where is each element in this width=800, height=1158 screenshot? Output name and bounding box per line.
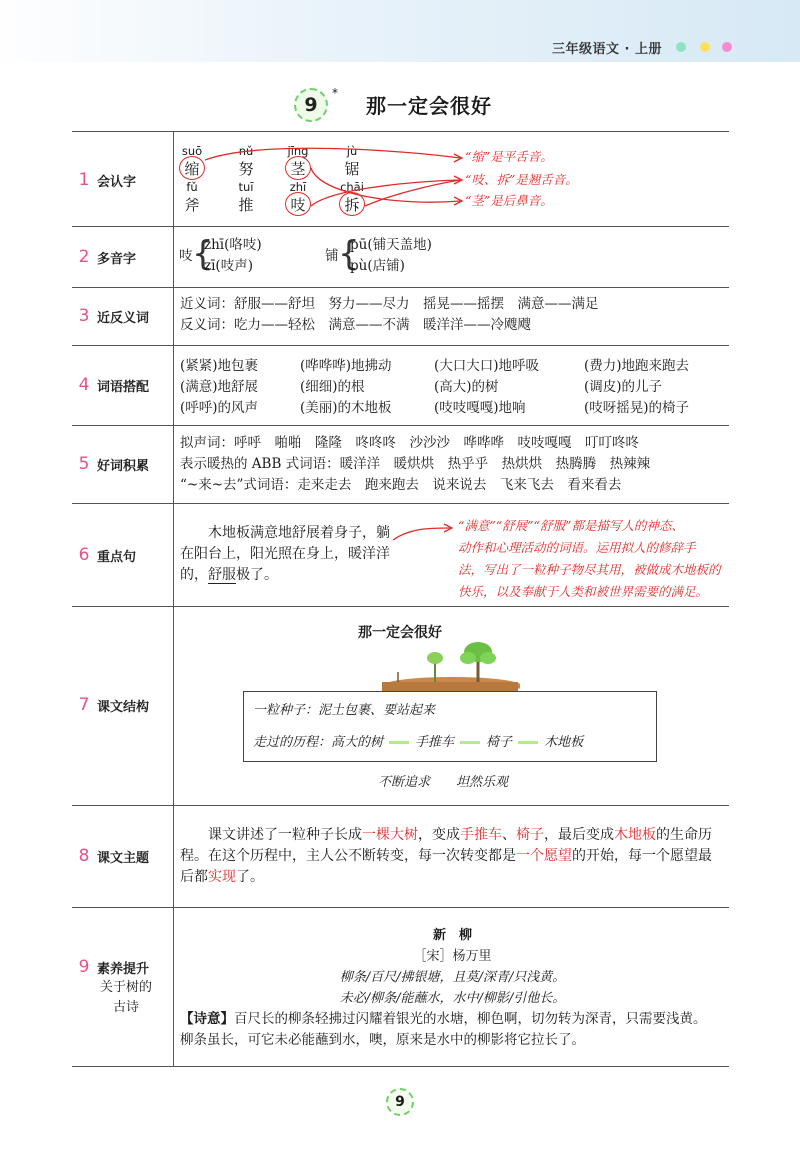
collocation: (满意)地舒展	[180, 379, 259, 395]
lesson-number-badge: 9	[294, 88, 328, 122]
collocation: (高大)的树	[434, 379, 499, 395]
path-connector	[389, 741, 409, 744]
poly-reading: zhī(咯吱)	[204, 237, 262, 253]
pinyin: tuī	[238, 180, 254, 194]
theme-part: 的生命历	[656, 827, 712, 843]
theme-part: 的开始，每一个愿望最	[572, 848, 712, 864]
good-words-line: “~来~去”式词语：走来走去 跑来跑去 说来说去 飞来飞去 看来看去	[180, 477, 622, 493]
lesson-title: 那一定会很好	[366, 94, 492, 118]
char-note-1: “缩”是平舌音。	[465, 149, 553, 164]
collocation: (细细)的根	[300, 379, 365, 395]
row-title: 课文结构	[97, 699, 150, 715]
collocation: (美丽)的木地板	[300, 400, 392, 416]
row-number: 9	[78, 957, 90, 977]
poem-title: 新 柳	[432, 928, 472, 943]
synonyms-line: 近义词：舒服——舒坦 努力——尽力 摇晃——摇摆 满意——满足	[180, 296, 599, 312]
row-title: 素养提升	[97, 961, 150, 977]
theme-highlight: 手推车	[460, 827, 502, 843]
theme-part: 程。在这个历程中，主人公不断转变，每一次转变都是	[180, 848, 516, 864]
theme-part: 课文讲述了一粒种子长成	[208, 827, 362, 843]
collocation: (呼呼)的风声	[180, 400, 259, 416]
row-9-sub1: 关于树的	[99, 980, 152, 995]
poem-line: 未必/柳条/能蘸水，水中/柳影/引他长。	[339, 991, 566, 1006]
theme-highlight: 木地板	[614, 827, 656, 843]
row-number: 1	[78, 170, 90, 190]
row-number: 4	[78, 375, 90, 395]
brace-icon: {	[338, 234, 360, 274]
collocation: (吱呀摇晃)的椅子	[584, 400, 690, 416]
path-step: 手推车	[415, 735, 455, 750]
path-step: 木地板	[544, 735, 584, 750]
key-sentence-part: 极了。	[236, 567, 278, 583]
theme-highlight: 椅子	[516, 827, 544, 843]
pinyin: chāi	[340, 180, 364, 194]
theme-highlight: 一棵大树	[362, 827, 418, 843]
page-number: 9	[386, 1088, 414, 1116]
theme-part: 、	[502, 827, 516, 843]
structure-under: 不断追求 坦然乐观	[378, 775, 509, 790]
row-number: 7	[78, 695, 90, 715]
good-words-line: 表示暖热的 ABB 式词语：暖洋洋 暖烘烘 热乎乎 热烘烘 热腾腾 热辣辣	[180, 456, 651, 472]
row-title: 多音字	[97, 251, 137, 267]
row-title: 重点句	[97, 549, 137, 565]
antonyms-line: 反义词：吃力——轻松 满意——不满 暖洋洋——冷飕飕	[180, 317, 531, 333]
key-sentence-line: 在阳台上，阳光照在身上，暖洋洋	[180, 546, 390, 562]
hanzi: 缩	[184, 160, 200, 178]
poem-meaning: 柳条虽长，可它未必能蘸到水，噢，原来是水中的柳影将它拉长了。	[180, 1032, 585, 1048]
table-row	[72, 606, 729, 607]
structure-line: 一粒种子：泥土包裹、要站起来	[253, 703, 436, 718]
collocation: (紧紧)地包裹	[180, 358, 259, 374]
poem-meaning	[180, 1009, 707, 1030]
key-sentence-note: “满意”“舒展”“舒服”都是描写人的神态、	[458, 518, 684, 533]
book-label: 三年级语文 · 上册	[552, 42, 662, 57]
row-9-sub2: 古诗	[112, 1000, 139, 1015]
poem-meaning-tag: 【诗意】	[180, 1011, 234, 1027]
hanzi: 拆	[344, 196, 360, 214]
pinyin: suō	[181, 144, 203, 158]
row-label-7	[78, 695, 149, 715]
brace-icon: {	[192, 234, 214, 274]
theme-part: 后都	[180, 869, 208, 885]
theme-line	[208, 825, 712, 846]
row-title: 好词积累	[97, 458, 150, 474]
collocation: (哗哗哗)地拂动	[300, 358, 392, 374]
poem-line: 柳条/百尺/拂银塘，且莫/深青/只浅黄。	[339, 970, 566, 985]
hanzi: 努	[238, 160, 254, 178]
row-label-8	[78, 846, 149, 866]
seed-to-tree-illustration	[380, 640, 520, 692]
collocation: (大口大口)地呼吸	[434, 358, 540, 374]
path-connector	[460, 741, 480, 744]
structure-title: 那一定会很好	[358, 625, 442, 641]
table-row	[72, 805, 729, 806]
poly-char-zhi: 吱	[179, 248, 193, 264]
hanzi: 推	[238, 196, 254, 214]
row-number: 8	[78, 846, 90, 866]
poly-reading: pū(铺天盖地)	[350, 237, 432, 253]
key-sentence-line: 木地板满意地舒展着身子，躺	[208, 525, 390, 541]
row-title: 课文主题	[97, 850, 150, 866]
hanzi: 吱	[290, 196, 306, 214]
theme-line	[180, 846, 712, 867]
row-number: 3	[78, 306, 90, 326]
path-step: 椅子	[486, 735, 513, 750]
key-sentence-underlined: 舒服	[208, 567, 236, 583]
pinyin: fǔ	[186, 180, 198, 194]
theme-part: 了。	[236, 869, 264, 885]
pinyin: jīng	[287, 144, 309, 158]
theme-line	[180, 867, 264, 888]
row-title: 近反义词	[97, 310, 150, 326]
poem-meaning-text: 百尺长的柳条轻拂过闪耀着银光的水塘，柳色啊，切勿转为深青，只需要浅黄。	[234, 1011, 707, 1027]
path-step: 高大的树	[331, 735, 384, 750]
structure-path	[253, 731, 583, 750]
pinyin: nǔ	[238, 144, 254, 158]
path-label: 走过的历程：	[253, 735, 332, 750]
key-sentence-part: 的，	[180, 567, 208, 583]
poly-reading: pù(店铺)	[350, 258, 405, 274]
lesson-star: *	[332, 86, 338, 100]
poem-author: ［宋］杨万里	[413, 949, 492, 964]
theme-part: ，最后变成	[544, 827, 614, 843]
hanzi: 斧	[184, 196, 200, 214]
collocation: (调皮)的儿子	[584, 379, 663, 395]
poly-char-pu: 铺	[325, 248, 339, 264]
char-note-3: “茎”是后鼻音。	[465, 193, 553, 208]
row-number: 6	[78, 545, 90, 565]
path-connector	[518, 741, 538, 744]
key-sentence-note: 法，写出了一粒种子物尽其用，被做成木地板的	[458, 562, 721, 577]
key-sentence-note: 快乐，以及奉献于人类和被世界需要的满足。	[458, 584, 709, 599]
hanzi: 茎	[290, 160, 306, 178]
row-number: 2	[78, 247, 90, 267]
hanzi: 锯	[344, 160, 360, 178]
collocation: (费力)地跑来跑去	[584, 358, 690, 374]
theme-highlight: 一个愿望	[516, 848, 572, 864]
poly-reading: zī(吱声)	[204, 258, 253, 274]
good-words-line: 拟声词：呼呼 啪啪 隆隆 咚咚咚 沙沙沙 哗哗哗 吱吱嘎嘎 叮叮咚咚	[180, 435, 639, 451]
char-note-2: “吱、拆”是翘舌音。	[465, 172, 578, 187]
pinyin: jù	[346, 144, 358, 158]
collocation: (吱吱嘎嘎)地响	[434, 400, 526, 416]
row-number: 5	[78, 454, 90, 474]
key-sentence-note: 动作和心理活动的词语。运用拟人的修辞手	[458, 540, 696, 555]
row-title: 会认字	[97, 174, 137, 190]
theme-part: ，变成	[418, 827, 460, 843]
row-title: 词语搭配	[97, 379, 150, 395]
pinyin: zhī	[289, 180, 307, 194]
theme-highlight: 实现	[208, 869, 236, 885]
row-label-9	[78, 957, 149, 977]
